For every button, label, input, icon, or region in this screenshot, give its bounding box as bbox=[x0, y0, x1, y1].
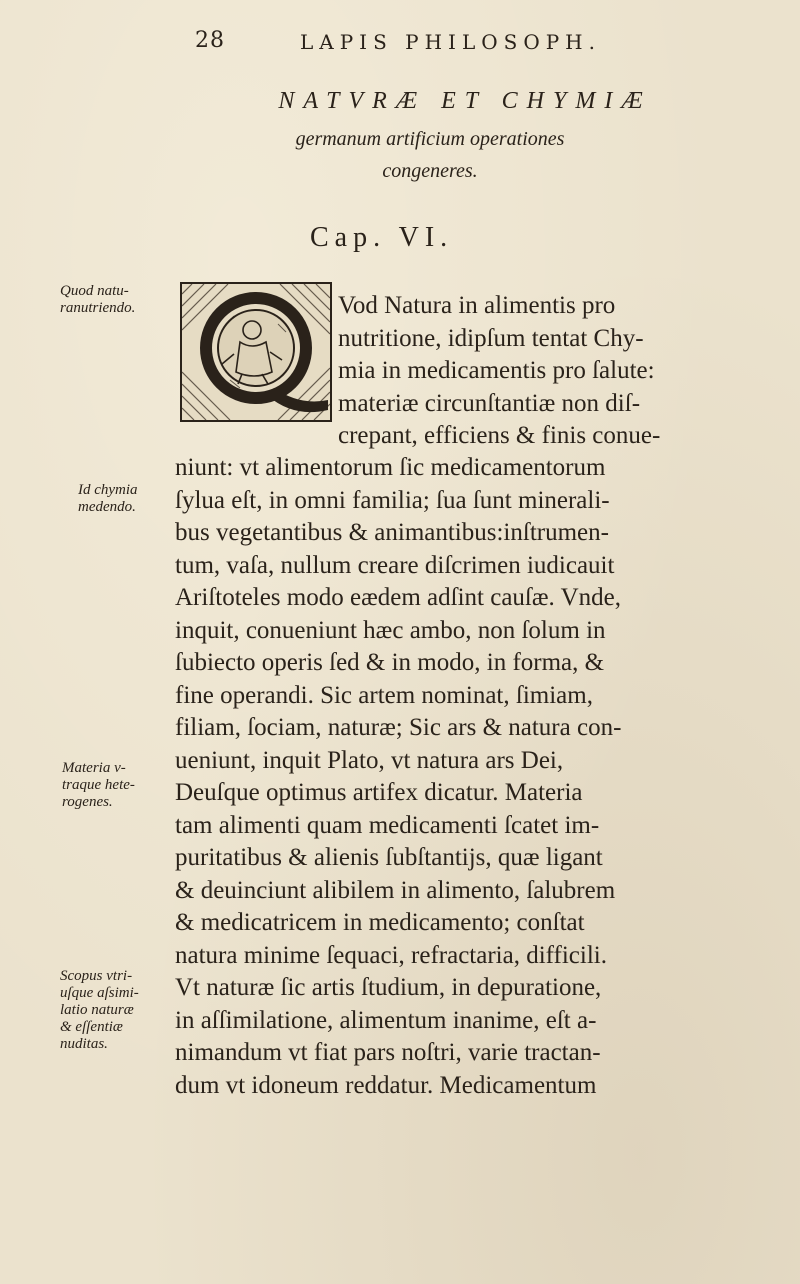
margin-note-line: Materia v- bbox=[62, 760, 126, 776]
body-text-block bbox=[175, 452, 621, 1102]
text-line: crepant, efficiens & finis conue- bbox=[338, 422, 661, 449]
margin-note-line: medendo. bbox=[78, 499, 136, 515]
text-line: natura minime ſequaci, refractaria, difficili. bbox=[175, 941, 607, 969]
text-line: ſubiecto operis ſed & in modo, in forma, & bbox=[175, 649, 605, 676]
margin-note-line: uſque aſsimi- bbox=[60, 985, 139, 1001]
text-line: bus vegetantibus & animantibus:inſtrumen- bbox=[175, 519, 609, 546]
text-line: tum, vaſa, nullum creare diſcrimen iudicauit bbox=[175, 551, 615, 579]
margin-note bbox=[62, 760, 135, 811]
margin-note-line: ranutriendo. bbox=[60, 300, 136, 316]
heading-line-1: NATVRÆ ET CHYMIÆ bbox=[278, 88, 652, 114]
heading-line-2: germanum artificium operationes bbox=[295, 128, 565, 150]
text-line: puritatibus & alienis ſubſtantijs, quæ ligant bbox=[175, 844, 603, 871]
decorated-initial-q bbox=[180, 282, 332, 422]
heading-line-3: congeneres. bbox=[382, 160, 478, 182]
margin-note-line: nuditas. bbox=[60, 1036, 108, 1052]
text-line: Vod Natura in alimentis pro bbox=[338, 292, 616, 319]
text-line: filiam, ſociam, naturæ; Sic ars & natura con- bbox=[175, 714, 622, 741]
margin-note bbox=[60, 283, 135, 317]
text-line: Vt naturæ ſic artis ſtudium, in depuratione, bbox=[175, 974, 602, 1001]
page-number: 28 bbox=[195, 28, 225, 53]
text-line: tam alimenti quam medicamenti ſcatet im- bbox=[175, 811, 600, 839]
running-title: LAPIS PHILOSOPH. bbox=[300, 30, 601, 54]
margin-note-line: rogenes. bbox=[62, 794, 113, 810]
chapter-title: Cap. VI. bbox=[310, 222, 454, 253]
margin-note bbox=[60, 968, 139, 1053]
margin-note-line: latio naturæ bbox=[60, 1002, 134, 1018]
text-line: materiæ circunſtantiæ non diſ- bbox=[338, 389, 641, 417]
text-line: nimandum vt fiat pars noſtri, varie tractan- bbox=[175, 1039, 601, 1066]
margin-note-line: Quod natu- bbox=[60, 283, 129, 299]
margin-note-line: Id chymia bbox=[78, 482, 138, 498]
text-line: & deuinciunt alibilem in alimento, ſalubrem bbox=[175, 876, 616, 904]
text-line: nutritione, idipſum tentat Chy- bbox=[338, 324, 644, 352]
text-line: ueniunt, inquit Plato, vt natura ars Dei, bbox=[175, 746, 564, 774]
text-line: ſylua eſt, in omni familia; ſua ſunt minerali- bbox=[175, 486, 610, 514]
text-line: inquit, conueniunt hæc ambo, non ſolum in bbox=[175, 616, 606, 644]
margin-note-line: traque hete- bbox=[62, 777, 135, 793]
text-line: in aſſimilatione, alimentum inanime, eſt a- bbox=[175, 1006, 597, 1034]
dropcap-text-block bbox=[338, 290, 660, 453]
margin-note-line: & eſſentiæ bbox=[60, 1019, 123, 1035]
margin-note bbox=[78, 482, 138, 516]
text-line: mia in medicamentis pro ſalute: bbox=[338, 357, 655, 384]
text-line: fine operandi. Sic artem nominat, ſimiam, bbox=[175, 681, 593, 709]
running-head bbox=[0, 28, 800, 58]
text-line: Ariſtoteles modo eædem adſint cauſæ. Vnde, bbox=[175, 584, 621, 611]
initial-ornament-icon bbox=[182, 284, 330, 420]
text-line: niunt: vt alimentorum ſic medicamentorum bbox=[175, 454, 606, 481]
text-line: & medicatricem in medicamento; conſtat bbox=[175, 909, 585, 936]
margin-note-line: Scopus vtri- bbox=[60, 968, 133, 984]
text-line: Deuſque optimus artifex dicatur. Materia bbox=[175, 779, 583, 806]
text-line: dum vt idoneum reddatur. Medicamentum bbox=[175, 1071, 597, 1099]
